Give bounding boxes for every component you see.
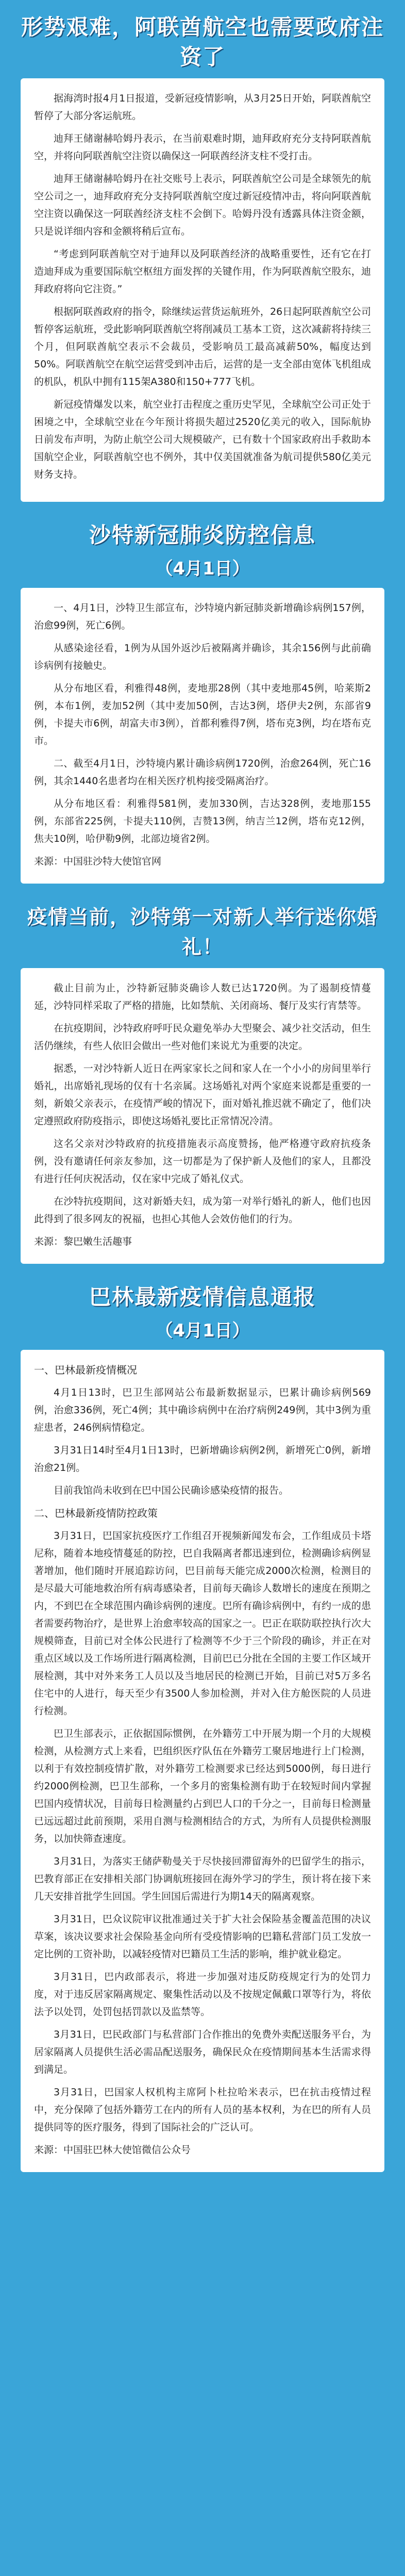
paragraph: 据悉，一对沙特新人近日在两家家长之间和家人在一个小小的房间里举行婚礼，出席婚礼现场的仅有十名亲属。这场婚礼对两个家庭来说都是重要的一刻，新娘父亲表示，在疫情严峻的情况下，面对婚礼推迟就不确定了，他们决定遵照政府防疫指示，即使这场婚礼要比正常情况冷清。 <box>34 1063 371 1127</box>
paragraph: 3月31日，巴国家抗疫医疗工作组召开视频新闻发布会，工作组成员卡塔尼称，随着本地疫情蔓延的防控，巴自我隔离者都迅速到位，检测确诊病例显著增加，他们随时开展追踪访问，巴目前每天能完成2000次检测，检测目的是尽最大可能地救治所有病毒感染者，目前每天确诊人数增长的速度在预期之内，不到巴在全球范围内确诊病例的速度。巴所有确诊病例中，有约一成的患者需要药物治疗，是世界上治愈率较高的国家之一。巴正在联防联控执行次大规模筛查，目前已对全体公民进行了检测等不少于三个阶段的确诊，并正在对重点区域以及工作场所进行隔离检测，目前巴已分批在全国的主要工作区域开展检测，其中对外来务工人员以及当地居民的检测已开始，目前已对5万多名住宅中的人进行，每天至少有3500人参加检测，并对入住方舱医院的人员进行检测。 <box>34 1530 371 1717</box>
paragraph: 从感染途径看，1例为从国外返沙后被隔离并确诊，其余156例与此前确诊病例有接触史。 <box>34 642 371 671</box>
paragraph: 巴卫生部表示，正依据国际惯例，在外籍劳工中开展为期一个月的大规模检测，从检测方式上来看，巴组织医疗队伍在外籍劳工聚居地进行上门检测，以利于有效控制疫情扩散，对外籍劳工检测要求已经达到5000例，每日进行约2000例检测，巴卫生部称，一个多月的密集检测有助于在较短时间内掌握巴国内疫情状况，目前每日检测量约占到巴人口的千分之一，目前每日检测量已远远超过此前预期，采用自测与检测相结合的方式，为所有人员提供检测服务，以加快筛查速度。 <box>34 1728 371 1844</box>
paragraph: 目前我馆尚未收到在巴中国公民确诊感染疫情的报告。 <box>54 1485 289 1496</box>
source-note: 来源：中国驻巴林大使馆微信公众号 <box>34 2144 191 2156</box>
article-card <box>21 1350 384 2172</box>
subheading: 二、巴林最新疫情防控政策 <box>34 1507 158 1519</box>
paragraph: 二、截至4月1日，沙特境内累计确诊病例1720例，治愈264例，死亡16例，其余1440名患者均在相关医疗机构接受隔离治疗。 <box>34 758 371 787</box>
section-uae-airline <box>21 12 384 502</box>
paragraph: 3月31日14时至4月1日13时，巴新增确诊病例2例，新增死亡0例，新增治愈21例。 <box>34 1445 371 1473</box>
paragraph: 3月31日，巴众议院审议批准通过关于扩大社会保险基金覆盖范围的决议草案，该决议要求社会保险基金向所有受疫情影响的巴籍私营部门员工发放一定比例的工资补助，以减轻疫情对巴籍员工生活的影响，维护就业稳定。 <box>34 1913 371 1960</box>
section-bahrain-covid <box>21 1282 384 2172</box>
section-date: （4月1日） <box>155 558 250 579</box>
section-title: 沙特新冠肺炎防控信息 <box>89 522 316 548</box>
paragraph: 从分布地区看：利雅得581例，麦加330例，吉达328例，麦地那155例，东部省225例，卡提夫110例，吉赞13例，纳吉兰12例，塔布克12例，焦夫10例，哈伊勒9例，北部边境省2例。 <box>34 798 371 844</box>
paragraph: 迪拜王储谢赫哈姆丹在社交账号上表示，阿联酋航空公司是全球领先的航空公司之一，迪拜政府充分支持阿联酋航空度过新冠疫情冲击，将向阿联酋航空注资以确保这一阿联酋经济支柱不会倒下。哈姆丹没有透露具体注资金额，只是说详细内容和金额将稍后宣布。 <box>34 173 371 237</box>
paragraph: 一、4月1日，沙特卫生部宣布，沙特境内新冠肺炎新增确诊病例157例，治愈99例，死亡6例。 <box>34 602 371 631</box>
section-title: 形势艰难，阿联酋航空也需要政府注资了 <box>21 14 384 70</box>
section-saudi-covid <box>21 520 384 884</box>
paragraph: 这名父亲对沙特政府的抗疫措施表示高度赞扬，他严格遵守政府抗疫条例，没有邀请任何亲友参加，这一切都是为了保护新人及他们的家人，且都没有进行任何庆祝活动，仅在家中完成了婚礼仪式。 <box>34 1138 371 1184</box>
paragraph: 在抗疫期间，沙特政府呼吁民众避免举办大型聚会、减少社交活动，但生活仍继续，有些人依旧会做出一些对他们来说尤为重要的决定。 <box>34 1023 371 1052</box>
paragraph: 4月1日13时，巴卫生部网站公布最新数据显示，巴累计确诊病例569例，治愈336例，死亡4例；其中确诊病例中在治疗病例249例，其中3例为重症患者，246例病情稳定。 <box>34 1387 371 1433</box>
article-card <box>21 78 384 502</box>
paragraph: 迪拜王储谢赫哈姆丹表示，在当前艰难时期，迪拜政府充分支持阿联酋航空，并将向阿联酋航空注资以确保这一阿联酋经济支柱不受打击。 <box>34 133 371 162</box>
subheading: 一、巴林最新疫情概况 <box>34 1364 137 1376</box>
paragraph: 3月31日，为落实王储萨勒曼关于尽快接回滞留海外的巴留学生的指示，巴教育部正在安排相关部门协调航班接回在海外学习的学生，预计将在接下来几天安排首批学生回国。学生回国后需进行为期14天的隔离观察。 <box>34 1856 371 1902</box>
paragraph: 3月31日，巴国家人权机构主席阿卜杜拉哈米表示，巴在抗击疫情过程中，充分保障了包括外籍劳工在内的所有人员的基本权利，为在巴的所有人员提供同等的医疗服务，得到了国际社会的广泛认可。 <box>34 2087 371 2133</box>
paragraph: “考虑到阿联酋航空对于迪拜以及阿联酋经济的战略重要性，还有它在打造迪拜成为重要国际航空枢纽方面发挥的关键作用，作为阿联酋航空股东，迪拜政府将向它注资。” <box>34 248 371 295</box>
section-title: 巴林最新疫情信息通报 <box>89 1284 316 1310</box>
paragraph: 3月31日，巴内政部表示，将进一步加强对违反防疫规定行为的处罚力度，对于违反居家隔离规定、聚集性活动以及不按规定佩戴口罩等行为，将依法予以处罚，处罚包括罚款以及监禁等。 <box>34 1971 371 2018</box>
paragraph: 据海湾时报4月1日报道，受新冠疫情影响，从3月25日开始，阿联酋航空暂停了大部分客运航班。 <box>34 93 371 122</box>
paragraph: 截止目前为止，沙特新冠肺炎确诊人数已达1720例。为了遏制疫情蔓延，沙特同样采取了严格的措施，比如禁航、关闭商场、餐厅及实行宵禁等。 <box>34 982 371 1011</box>
article-card <box>21 588 384 884</box>
paragraph: 根据阿联酋政府的指令，除继续运营货运航班外，26日起阿联酋航空公司暂停客运航班，受此影响阿联酋航空将削减员工基本工资，这次减薪将持续三个月，但阿联酋航空表示不会裁员，受影响员工最高减薪50%，幅度达到50%。阿联酋航空在航空运营受到冲击后，运营的是一支全部由宽体飞机组成的机队，机队中拥有115架A380和150+777飞机。 <box>34 306 371 387</box>
paragraph: 新冠疫情爆发以来，航空业打击程度之重历史罕见，全球航空公司正处于困境之中，全球航空业在今年预计将损失超过2520亿美元的收入，国际航协日前发布声明，为防止航空公司大规模破产，已有数十个国家政府出手救助本国航空企业，阿联酋航空也不例外，其中仅美国就准备为航司提供580亿美元财务支持。 <box>34 399 371 480</box>
source-note: 来源：黎巴嫩生活趣事 <box>34 1236 132 1247</box>
paragraph: 从分布地区看，利雅得48例，麦地那28例（其中麦地那45例，哈莱斯2例，本布1例，麦加52例（其中麦加50例，吉达3例，塔伊夫2例，东部省9例，卡提夫市6例，胡富夫市3例），首都利雅得7例，塔布克3例，均在塔布克市。 <box>34 683 371 747</box>
paragraph: 在沙特抗疫期间，这对新婚夫妇，成为第一对举行婚礼的新人，他们也因此得到了很多网友的祝福，也担心其他人会效仿他们的行为。 <box>34 1196 371 1225</box>
paragraph: 3月31日，巴民政部门与私营部门合作推出的免费外卖配送服务平台，为居家隔离人员提供生活必需品配送服务，确保民众在疫情期间基本生活需求得到满足。 <box>34 2029 371 2075</box>
article-card <box>21 968 384 1264</box>
source-note: 来源：中国驻沙特大使馆官网 <box>34 856 162 867</box>
section-saudi-wedding <box>21 902 384 1264</box>
section-title: 疫情当前，沙特第一对新人举行迷你婚礼！ <box>27 906 378 958</box>
section-date: （4月1日） <box>155 1320 250 1341</box>
